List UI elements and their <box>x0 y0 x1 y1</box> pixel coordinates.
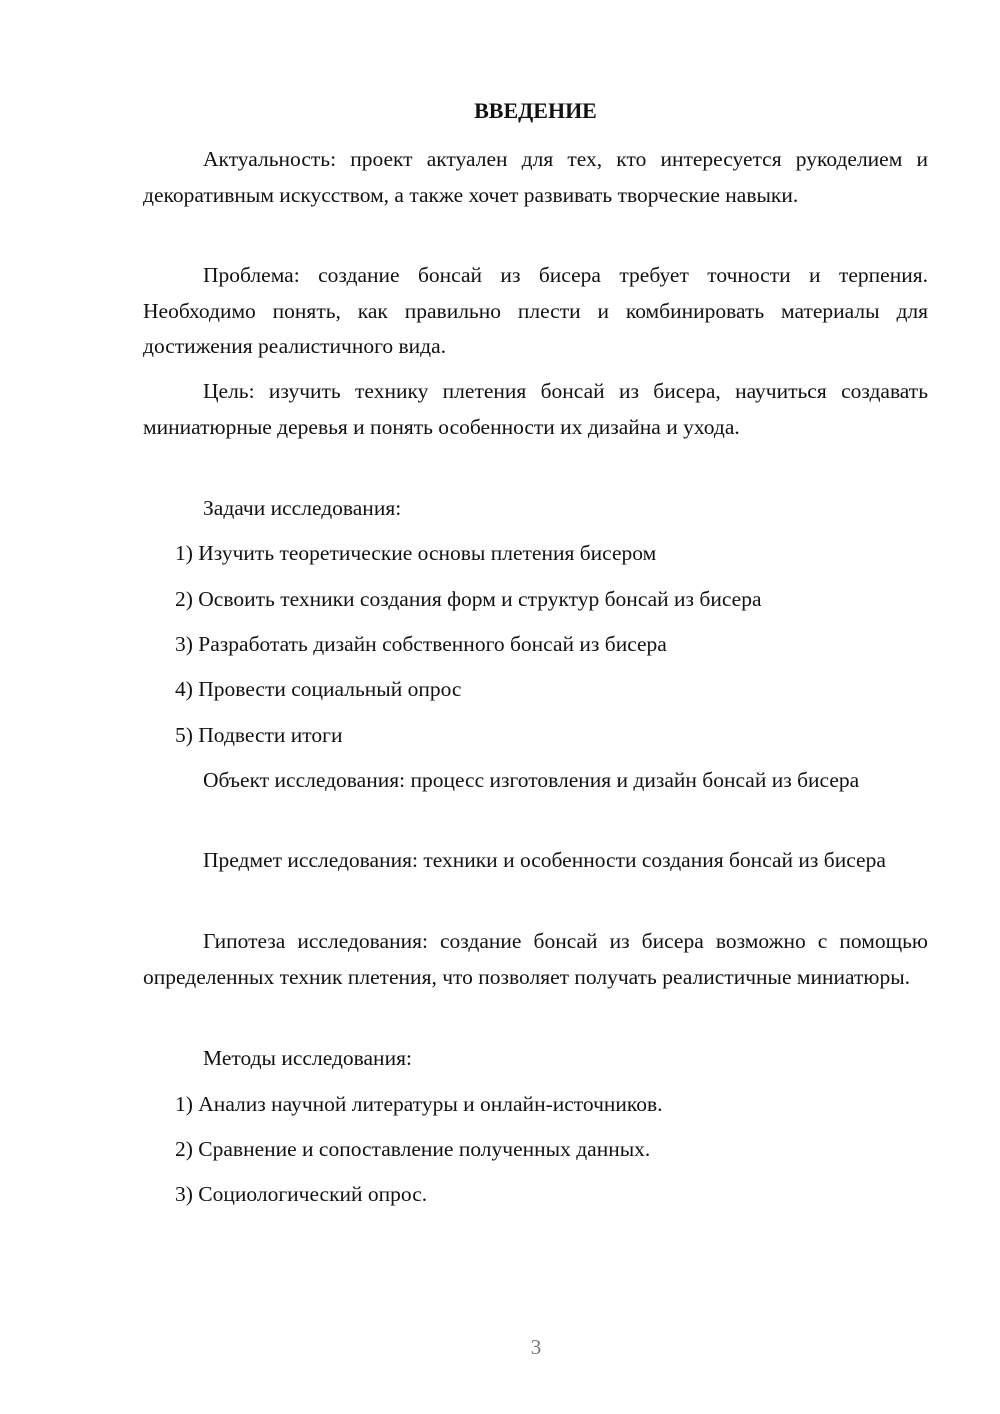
page-number: 3 <box>530 1335 542 1359</box>
task-item-4: 4) Провести социальный опрос <box>175 677 462 701</box>
task-item-3: 3) Разработать дизайн собственного бонсай из бисера <box>175 632 667 656</box>
object-paragraph: Объект исследования: процесс изготовления и дизайн бонсай из бисера <box>203 768 860 792</box>
method-item-3: 3) Социологический опрос. <box>175 1182 428 1206</box>
hypothesis-paragraph: Гипотеза исследования: создание бонсай из бисера возможно с помощью определенных техник плетения, что позволяет получать реалистичные миниатюры. <box>143 929 928 989</box>
method-item-1: 1) Анализ научной литературы и онлайн-источников. <box>175 1092 663 1116</box>
page-title: ВВЕДЕНИЕ <box>474 98 597 123</box>
method-item-2: 2) Сравнение и сопоставление полученных данных. <box>175 1137 651 1161</box>
subject-paragraph: Предмет исследования: техники и особенности создания бонсай из бисера <box>203 848 886 872</box>
methods-heading: Методы исследования: <box>203 1046 412 1070</box>
relevance-paragraph: Актуальность: проект актуален для тех, кто интересуется рукоделием и декоративным искусством, а также хочет развивать творческие навыки. <box>143 147 928 207</box>
task-item-5: 5) Подвести итоги <box>175 723 343 747</box>
goal-paragraph: Цель: изучить технику плетения бонсай из бисера, научиться создавать миниатюрные деревья и понять особенности их дизайна и ухода. <box>143 379 928 439</box>
task-item-1: 1) Изучить теоретические основы плетения бисером <box>175 541 657 565</box>
tasks-heading: Задачи исследования: <box>203 496 402 520</box>
task-item-2: 2) Освоить техники создания форм и структур бонсай из бисера <box>175 587 762 611</box>
problem-paragraph: Проблема: создание бонсай из бисера требует точности и терпения. Необходимо понять, как правильно плести и комбинировать материалы для достижения реалистичного вида. <box>143 263 928 358</box>
